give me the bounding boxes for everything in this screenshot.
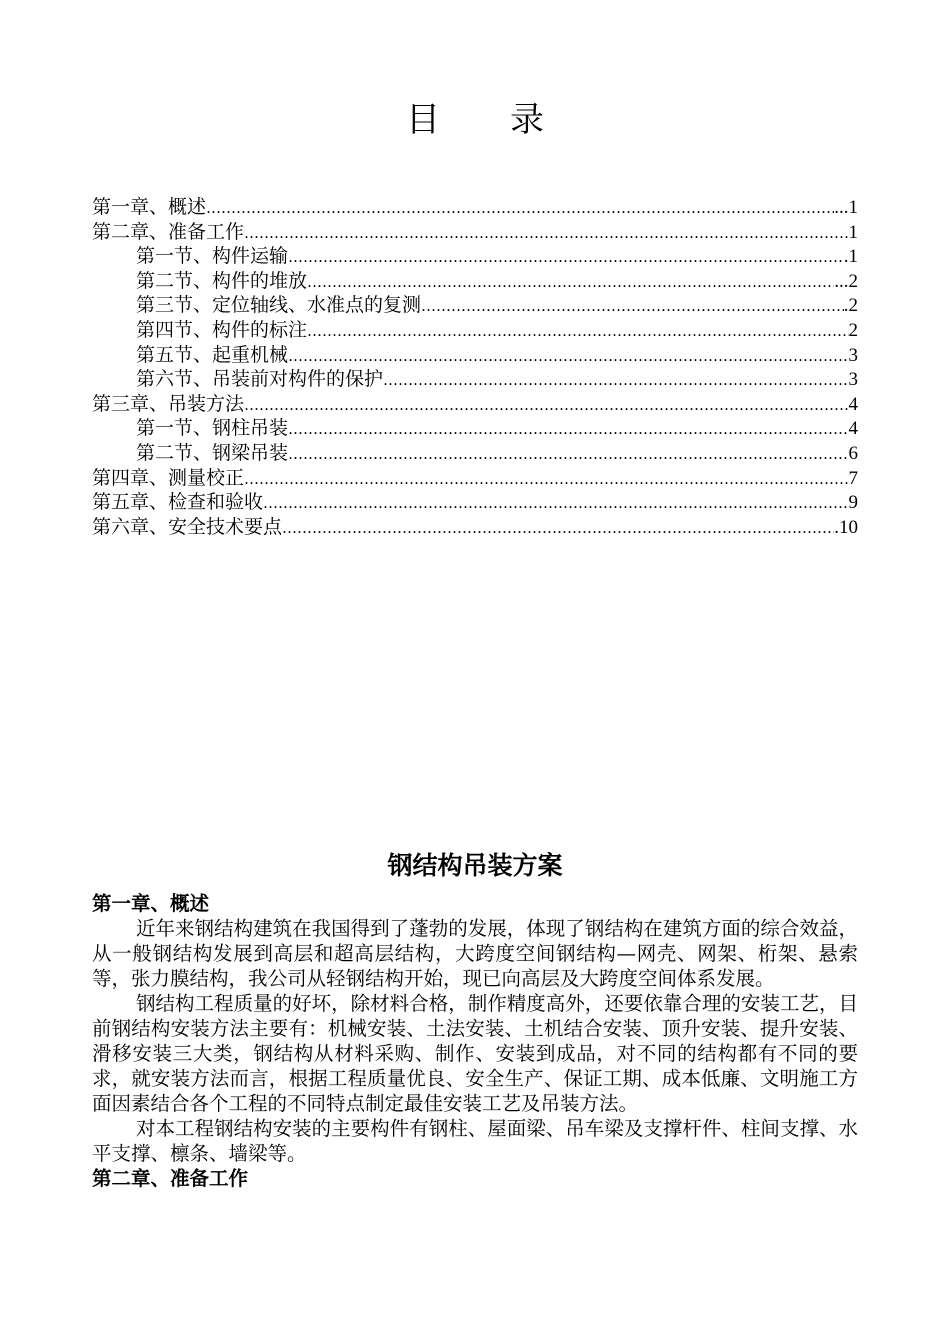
toc-entry [92,195,858,220]
toc-entry-label: 第一节、钢柱吊装 [136,417,289,440]
toc-entry-page: 2 [848,319,858,341]
toc-entry-label: 第三节、定位轴线、水准点的复测 [136,294,422,317]
toc-entry [92,392,858,417]
toc-entry [92,515,858,540]
toc-title: 目录 [406,100,614,140]
toc-entry [92,244,858,269]
toc-entry [92,269,858,294]
toc-leader-dots [244,393,848,418]
toc-entry-label: 第五节、起重机械 [136,343,289,366]
toc-entry [92,220,858,245]
toc-entry-page: ...1 [834,197,858,218]
toc-entry [92,466,858,491]
toc-leader-dots [244,467,848,492]
toc-entry-page: 6 [848,442,858,464]
toc-leader-dots [263,491,848,516]
toc-entry-page: .2 [843,295,858,317]
toc-leader-dots [288,417,848,442]
toc-entry-label: 第二章、准备工作 [92,220,245,243]
body-paragraph: 近年来钢结构建筑在我国得到了蓬勃的发展，体现了钢结构在建筑方面的综合效益，从一般钢结构发展到高层和超高层结构，大跨度空间钢结构—网壳、网架、桁架、悬索等，张力膜结构，我公司从轻钢结构开始，现已向高层及大跨度空间体系发展。 [92,917,858,990]
toc-entry-page: .10 [834,516,858,538]
toc-entry-page: 3 [848,369,858,391]
toc-entry-label: 第二节、构件的堆放 [136,269,308,292]
toc-leader-dots [307,319,848,344]
body-paragraph: 钢结构工程质量的好坏，除材料合格，制作精度高外，还要依靠合理的安装工艺，目前钢结构安装方法主要有：机械安装、土法安装、土机结合安装、顶升安装、提升安装、滑移安装三大类，钢结构从材料采购、制作、安装到成品，对不同的结构都有不同的要求，就安装方法而言，根据工程质量优良、安全生产、保证工期、成本低廉、文明施工方面因素结合各个工程的不同特点制定最佳安装工艺及吊装方法。 [92,992,858,1115]
toc-entry-label: 第六节、吊装前对构件的保护 [136,368,384,391]
toc-entry [92,441,858,466]
toc-entry [92,367,858,392]
toc-leader-dots [383,368,848,393]
toc-entry-label: 第一章、概述 [92,196,207,218]
toc-leader-dots [288,442,848,467]
document-body [92,891,858,1191]
toc-entry-label: 第四章、测量校正 [92,466,245,489]
toc-entry-page: 7 [848,467,858,489]
toc-entry [92,293,858,318]
toc-entry-page: 4 [848,393,858,415]
toc-leader-dots [421,294,844,319]
toc-entry-page: 4 [848,418,858,440]
toc-entry-page: 1 [848,221,858,243]
toc-entry-label: 第四节、构件的标注 [136,318,308,341]
toc-entry [92,343,858,368]
chapter-heading: 第二章、准备工作 [92,1167,249,1190]
toc-leader-dots [244,221,848,246]
toc-entry [92,490,858,515]
toc-entry-page: ...2 [834,270,858,292]
table-of-contents [92,195,858,539]
toc-entry-label: 第一节、构件运输 [136,245,289,268]
toc-entry-page: 9 [848,492,858,514]
document-title: 钢结构吊装方案 [387,851,563,880]
toc-entry-label: 第六章、安全技术要点 [92,515,283,538]
toc-leader-dots [282,516,834,541]
toc-entry [92,416,858,441]
toc-entry-page: .1 [843,246,858,268]
chapter-heading: 第一章、概述 [92,892,210,915]
toc-leader-dots [206,196,834,221]
toc-entry-label: 第五章、检查和验收 [92,491,264,514]
body-paragraph: 对本工程钢结构安装的主要构件有钢柱、屋面梁、吊车梁及支撑杆件、柱间支撑、水平支撑、檩条、墙梁等。 [92,1117,858,1165]
toc-entry-label: 第三章、吊装方法 [92,392,245,415]
toc-leader-dots [288,344,848,369]
toc-entry-label: 第二节、钢梁吊装 [136,441,289,464]
toc-entry [92,318,858,343]
toc-leader-dots [307,270,834,295]
toc-leader-dots [288,245,844,270]
toc-entry-page: 3 [848,344,858,366]
